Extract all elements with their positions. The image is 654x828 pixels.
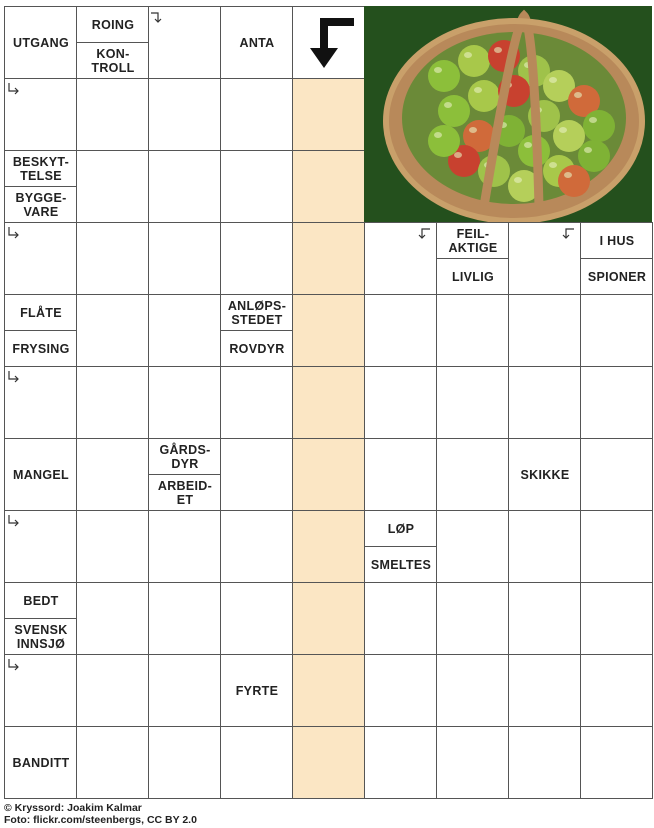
clue-text: ARBEID- ET [157, 479, 213, 507]
answer-cell[interactable] [508, 726, 581, 799]
answer-cell[interactable] [220, 582, 293, 655]
solution-cell[interactable] [292, 294, 365, 367]
clue-text: KON- TROLL [91, 47, 135, 75]
answer-cell[interactable] [580, 726, 653, 799]
clue-cell [220, 294, 293, 367]
clue-text: GÅRDS- DYR [149, 439, 221, 475]
answer-cell[interactable] [148, 654, 221, 727]
solution-cell[interactable] [292, 222, 365, 295]
clue-text: SVENSK INNSJØ [14, 623, 68, 651]
answer-cell[interactable] [508, 366, 581, 439]
answer-cell[interactable] [76, 366, 149, 439]
big-arrow-left-down-icon [292, 6, 364, 78]
answer-cell[interactable] [436, 654, 509, 727]
answer-cell[interactable] [364, 726, 437, 799]
clue-text: SKIKKE [520, 468, 570, 482]
crossword-grid [4, 6, 652, 798]
answer-cell[interactable] [580, 582, 653, 655]
clue-cell [4, 582, 77, 655]
answer-cell[interactable] [76, 654, 149, 727]
arrow-right-down-icon [6, 226, 22, 242]
answer-cell[interactable] [220, 438, 293, 511]
clue-cell [4, 294, 77, 367]
answer-cell[interactable] [220, 78, 293, 151]
credits [4, 802, 197, 826]
answer-cell[interactable] [148, 726, 221, 799]
arrow-right-down-icon [6, 514, 22, 530]
answer-cell[interactable] [148, 222, 221, 295]
clue-cell [148, 438, 221, 511]
answer-cell[interactable] [580, 510, 653, 583]
answer-cell[interactable] [436, 366, 509, 439]
solution-cell[interactable] [292, 366, 365, 439]
solution-cell[interactable] [292, 438, 365, 511]
clue-text: ANLØPS- STEDET [221, 295, 293, 331]
clue-text: FLÅTE [5, 295, 77, 331]
answer-cell[interactable] [76, 726, 149, 799]
clue-text: LIVLIG [451, 270, 495, 284]
clue-text: BYGGE- VARE [15, 191, 67, 219]
arrow-right-down-icon [6, 370, 22, 386]
clue-cell [220, 6, 293, 79]
solution-cell[interactable] [292, 654, 365, 727]
answer-cell[interactable] [148, 366, 221, 439]
clue-cell [580, 222, 653, 295]
clue-text: LØP [365, 511, 437, 547]
credit-crossword: © Kryssord: Joakim Kalmar [4, 802, 142, 814]
clue-text: I HUS [581, 223, 653, 259]
answer-cell[interactable] [148, 294, 221, 367]
answer-cell[interactable] [508, 510, 581, 583]
solution-cell[interactable] [292, 726, 365, 799]
clue-cell [4, 438, 77, 511]
answer-cell[interactable] [364, 438, 437, 511]
answer-cell[interactable] [364, 582, 437, 655]
clue-cell [4, 6, 77, 79]
clue-text: SMELTES [370, 558, 432, 572]
clue-text: MANGEL [13, 468, 69, 482]
answer-cell[interactable] [76, 222, 149, 295]
clue-cell [220, 654, 293, 727]
answer-cell[interactable] [436, 582, 509, 655]
answer-cell[interactable] [148, 78, 221, 151]
answer-cell[interactable] [148, 150, 221, 223]
solution-cell[interactable] [292, 582, 365, 655]
answer-cell[interactable] [76, 510, 149, 583]
clue-text: FRYSING [12, 342, 70, 356]
clue-text: FEIL- AKTIGE [437, 223, 509, 259]
clue-text: SPIONER [587, 270, 647, 284]
answer-cell[interactable] [76, 150, 149, 223]
answer-cell[interactable] [508, 654, 581, 727]
answer-cell[interactable] [220, 726, 293, 799]
clue-cell [4, 150, 77, 223]
clue-text: ANTA [239, 36, 275, 50]
answer-cell[interactable] [436, 294, 509, 367]
apple-basket-photo [364, 6, 652, 222]
answer-cell[interactable] [364, 654, 437, 727]
arrow-down-left-icon [560, 226, 576, 242]
answer-cell[interactable] [148, 510, 221, 583]
clue-text: BANDITT [12, 756, 70, 770]
answer-cell[interactable] [436, 726, 509, 799]
solution-cell[interactable] [292, 78, 365, 151]
arrow-down-left-icon [150, 10, 166, 26]
answer-cell[interactable] [76, 78, 149, 151]
arrow-down-left-icon [416, 226, 432, 242]
clue-text: BEDT [5, 583, 77, 619]
clue-text: BESKYT- TELSE [5, 151, 77, 187]
clue-text: FYRTE [235, 684, 279, 698]
answer-cell[interactable] [220, 510, 293, 583]
clue-cell [4, 726, 77, 799]
answer-cell[interactable] [508, 294, 581, 367]
answer-cell[interactable] [220, 150, 293, 223]
answer-cell[interactable] [220, 222, 293, 295]
answer-cell[interactable] [436, 438, 509, 511]
clue-cell [508, 438, 581, 511]
arrow-right-down-icon [6, 82, 22, 98]
clue-text: ROVDYR [229, 342, 285, 356]
answer-cell[interactable] [436, 510, 509, 583]
clue-cell [436, 222, 509, 295]
answer-cell[interactable] [220, 366, 293, 439]
answer-cell[interactable] [508, 582, 581, 655]
answer-cell[interactable] [580, 294, 653, 367]
answer-cell[interactable] [76, 438, 149, 511]
clue-cell [76, 6, 149, 79]
solution-cell[interactable] [292, 150, 365, 223]
answer-cell[interactable] [76, 294, 149, 367]
answer-cell[interactable] [580, 438, 653, 511]
credit-photo: Foto: flickr.com/steenbergs, CC BY 2.0 [4, 814, 197, 826]
answer-cell[interactable] [580, 654, 653, 727]
arrow-right-down-icon [6, 658, 22, 674]
solution-cell[interactable] [292, 510, 365, 583]
answer-cell[interactable] [580, 366, 653, 439]
clue-cell [364, 510, 437, 583]
answer-cell[interactable] [364, 294, 437, 367]
clue-text: ROING [77, 7, 149, 43]
clue-text: UTGANG [13, 36, 69, 50]
answer-cell[interactable] [148, 582, 221, 655]
answer-cell[interactable] [76, 582, 149, 655]
answer-cell[interactable] [364, 366, 437, 439]
